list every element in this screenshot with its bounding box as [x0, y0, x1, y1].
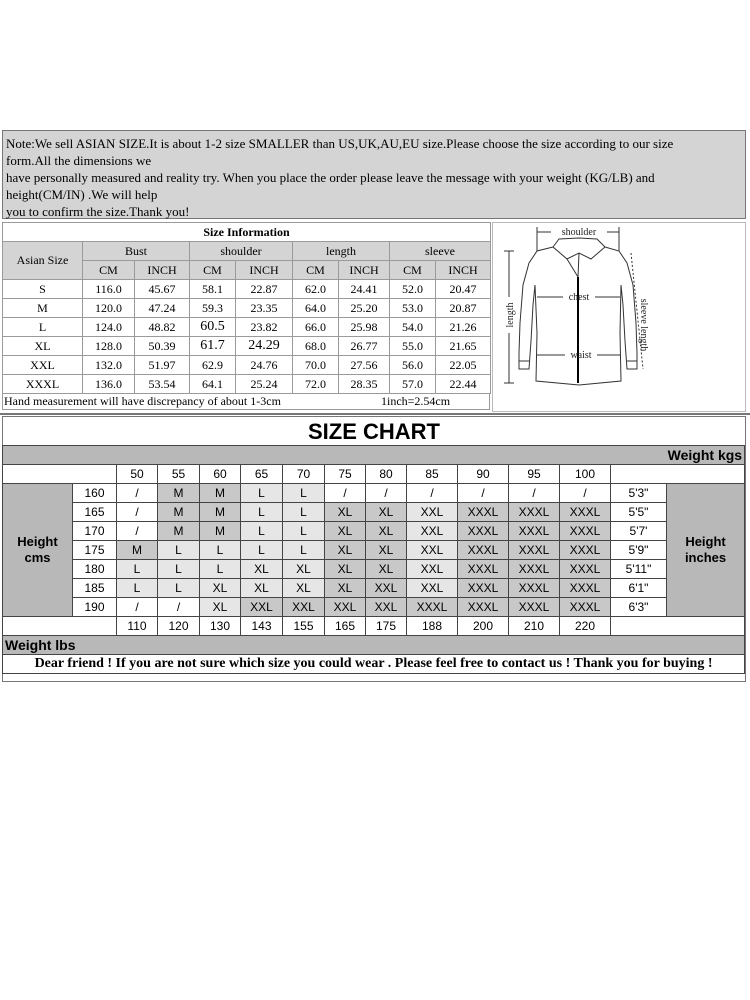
contact-message: Dear friend ! If you are not sure which size you could wear . Please feel free to contact us ! Thank you for buying !	[3, 655, 745, 674]
size-cell: L	[283, 541, 325, 560]
size-value: 68.0	[293, 337, 339, 356]
size-value: 62.0	[293, 280, 339, 299]
size-cell: L	[200, 541, 241, 560]
size-value: 21.65	[436, 337, 491, 356]
size-rows	[3, 280, 491, 394]
height-weight-body	[3, 446, 745, 674]
height-row	[3, 579, 745, 598]
size-cell: /	[117, 522, 158, 541]
size-cell: L	[283, 484, 325, 503]
size-row	[3, 337, 491, 356]
size-value: 60.5	[190, 318, 236, 337]
kg-value: 65	[241, 465, 283, 484]
size-value: 25.24	[236, 375, 293, 394]
size-cell: XXXL	[560, 503, 611, 522]
shirt-diagram	[492, 222, 746, 412]
weight-lbs-row	[3, 636, 745, 655]
size-note	[2, 130, 746, 219]
height-row	[3, 522, 745, 541]
chest-label: chest	[568, 292, 590, 303]
size-cell: XL	[200, 579, 241, 598]
size-cell: L	[158, 541, 200, 560]
size-cell: L	[117, 560, 158, 579]
kg-value: 75	[325, 465, 366, 484]
height-inch: 6'1"	[611, 579, 667, 598]
height-cm: 185	[73, 579, 117, 598]
size-cell: XXXL	[509, 579, 560, 598]
size-value: 25.20	[339, 299, 390, 318]
size-cell: /	[158, 598, 200, 617]
kg-value: 70	[283, 465, 325, 484]
size-value: 120.0	[83, 299, 135, 318]
size-information-table	[2, 222, 491, 394]
unit-header: INCH	[236, 261, 293, 280]
size-cell: M	[158, 484, 200, 503]
height-inch: 5'9"	[611, 541, 667, 560]
lb-value: 175	[366, 617, 407, 636]
size-value: 47.24	[135, 299, 190, 318]
unit-header: INCH	[135, 261, 190, 280]
note-line: Note:We sell ASIAN SIZE.It is about 1-2 size SMALLER than US,UK,AU,EU size.Please choose the size according to our size	[6, 136, 674, 151]
size-cell: XL	[241, 560, 283, 579]
size-value: 23.35	[236, 299, 293, 318]
size-cell: XXXL	[560, 541, 611, 560]
size-value: 116.0	[83, 280, 135, 299]
height-row	[3, 560, 745, 579]
lb-value: 110	[117, 617, 158, 636]
size-label: M	[3, 299, 83, 318]
size-value: 20.47	[436, 280, 491, 299]
lb-value: 200	[458, 617, 509, 636]
measurement-note-bar	[2, 393, 490, 410]
size-value: 51.97	[135, 356, 190, 375]
note-line: height(CM/IN) .We will help	[6, 187, 158, 202]
kg-values-row	[3, 465, 745, 484]
size-cell: XL	[366, 522, 407, 541]
size-value: 28.35	[339, 375, 390, 394]
size-value: 64.0	[293, 299, 339, 318]
height-inch: 5'3"	[611, 484, 667, 503]
size-cell: M	[117, 541, 158, 560]
blank-cell	[3, 465, 117, 484]
size-value: 59.3	[190, 299, 236, 318]
weight-kgs-label: Weight kgs	[3, 446, 745, 465]
size-cell: XL	[325, 560, 366, 579]
size-value: 24.41	[339, 280, 390, 299]
waist-label: waist	[570, 350, 592, 361]
size-cell: XL	[241, 579, 283, 598]
size-cell: XXXL	[509, 503, 560, 522]
size-value: 53.0	[390, 299, 436, 318]
size-value: 53.54	[135, 375, 190, 394]
size-cell: L	[158, 560, 200, 579]
size-cell: XL	[366, 503, 407, 522]
size-chart-title: SIZE CHART	[308, 419, 440, 444]
kg-value: 95	[509, 465, 560, 484]
kg-value: 90	[458, 465, 509, 484]
size-cell: XXXL	[509, 560, 560, 579]
size-cell: L	[283, 503, 325, 522]
size-cell: M	[200, 484, 241, 503]
size-cell: XL	[366, 560, 407, 579]
size-value: 50.39	[135, 337, 190, 356]
height-inch: 6'3"	[611, 598, 667, 617]
size-cell: L	[283, 522, 325, 541]
size-cell: XL	[325, 541, 366, 560]
footer-row	[3, 655, 745, 674]
size-cell: L	[158, 579, 200, 598]
lb-value: 155	[283, 617, 325, 636]
size-cell: XXL	[407, 522, 458, 541]
size-value: 48.82	[135, 318, 190, 337]
blank-cell	[611, 617, 745, 636]
size-value: 45.67	[135, 280, 190, 299]
size-cell: XXXL	[509, 522, 560, 541]
size-row	[3, 375, 491, 394]
size-cell: /	[560, 484, 611, 503]
size-value: 20.87	[436, 299, 491, 318]
size-cell: XXL	[325, 598, 366, 617]
unit-header: CM	[390, 261, 436, 280]
lb-value: 130	[200, 617, 241, 636]
lb-value: 210	[509, 617, 560, 636]
unit-header: CM	[83, 261, 135, 280]
size-cell: XL	[325, 522, 366, 541]
size-cell: XL	[325, 579, 366, 598]
size-label: XL	[3, 337, 83, 356]
size-label: XXL	[3, 356, 83, 375]
size-label: S	[3, 280, 83, 299]
height-row	[3, 598, 745, 617]
sleeve-length-label: sleeve length	[638, 298, 649, 352]
lb-value: 120	[158, 617, 200, 636]
size-cell: XXXL	[560, 598, 611, 617]
height-inch: 5'7'	[611, 522, 667, 541]
size-row	[3, 318, 491, 337]
unit-header: INCH	[436, 261, 491, 280]
height-cm: 180	[73, 560, 117, 579]
size-value: 24.29	[236, 337, 293, 356]
size-cell: XL	[283, 579, 325, 598]
unit-header: INCH	[339, 261, 390, 280]
length-header: length	[293, 242, 390, 261]
height-cm: 175	[73, 541, 117, 560]
size-row	[3, 356, 491, 375]
kg-value: 55	[158, 465, 200, 484]
measurement-note: Hand measurement will have discrepancy of about 1-3cm	[4, 394, 281, 408]
kg-value: 85	[407, 465, 458, 484]
blank-cell	[3, 617, 117, 636]
size-cell: /	[117, 503, 158, 522]
size-cell: XXXL	[458, 522, 509, 541]
height-cm: 190	[73, 598, 117, 617]
unit-header: CM	[190, 261, 236, 280]
height-inch: 5'11"	[611, 560, 667, 579]
size-row	[3, 280, 491, 299]
height-cms-label: Height cms	[3, 484, 73, 617]
size-cell: XXXL	[458, 541, 509, 560]
lbs-values-row	[3, 617, 745, 636]
inch-conversion-note: 1inch=2.54cm	[381, 394, 451, 408]
size-cell: M	[158, 522, 200, 541]
size-value: 25.98	[339, 318, 390, 337]
size-cell: XXL	[366, 598, 407, 617]
size-cell: XXXL	[560, 579, 611, 598]
bust-header: Bust	[83, 242, 190, 261]
size-cell: /	[325, 484, 366, 503]
size-cell: L	[241, 484, 283, 503]
size-cell: M	[200, 522, 241, 541]
unit-header: CM	[293, 261, 339, 280]
size-cell: XL	[325, 503, 366, 522]
lb-value: 220	[560, 617, 611, 636]
kg-value: 100	[560, 465, 611, 484]
size-cell: L	[241, 541, 283, 560]
kg-value: 60	[200, 465, 241, 484]
size-cell: L	[200, 560, 241, 579]
size-cell: XXL	[241, 598, 283, 617]
length-label: length	[505, 302, 516, 328]
size-value: 21.26	[436, 318, 491, 337]
size-value: 22.87	[236, 280, 293, 299]
size-value: 70.0	[293, 356, 339, 375]
size-value: 24.76	[236, 356, 293, 375]
size-value: 27.56	[339, 356, 390, 375]
size-cell: /	[366, 484, 407, 503]
size-value: 22.44	[436, 375, 491, 394]
lb-value: 165	[325, 617, 366, 636]
size-label: XXXL	[3, 375, 83, 394]
size-cell: /	[117, 484, 158, 503]
section-divider	[0, 413, 750, 415]
height-row	[3, 484, 745, 503]
size-cell: L	[241, 522, 283, 541]
size-cell: XXL	[407, 560, 458, 579]
size-value: 23.82	[236, 318, 293, 337]
size-cell: XXXL	[458, 579, 509, 598]
asian-size-header: Asian Size	[3, 242, 83, 280]
shoulder-label: shoulder	[561, 227, 597, 238]
size-value: 26.77	[339, 337, 390, 356]
size-value: 62.9	[190, 356, 236, 375]
size-value: 72.0	[293, 375, 339, 394]
shoulder-header: shoulder	[190, 242, 293, 261]
size-value: 66.0	[293, 318, 339, 337]
lb-value: 188	[407, 617, 458, 636]
size-cell: L	[117, 579, 158, 598]
note-line: form.All the dimensions we	[6, 153, 152, 168]
size-cell: XXXL	[509, 541, 560, 560]
height-row	[3, 541, 745, 560]
size-cell: /	[458, 484, 509, 503]
size-value: 128.0	[83, 337, 135, 356]
size-cell: XXXL	[560, 560, 611, 579]
size-cell: XL	[200, 598, 241, 617]
size-value: 58.1	[190, 280, 236, 299]
size-cell: M	[200, 503, 241, 522]
height-row	[3, 503, 745, 522]
size-information-title: Size Information	[3, 223, 491, 242]
height-inch: 5'5"	[611, 503, 667, 522]
size-value: 56.0	[390, 356, 436, 375]
height-cm: 170	[73, 522, 117, 541]
height-inches-label: Height inches	[667, 484, 745, 617]
blank-cell	[611, 465, 745, 484]
size-row	[3, 299, 491, 318]
kg-value: 80	[366, 465, 407, 484]
size-cell: XXL	[407, 503, 458, 522]
size-cell: M	[158, 503, 200, 522]
size-cell: /	[407, 484, 458, 503]
height-weight-table	[2, 445, 745, 674]
size-value: 124.0	[83, 318, 135, 337]
size-cell: XL	[366, 541, 407, 560]
size-cell: XXXL	[509, 598, 560, 617]
size-cell: XXXL	[560, 522, 611, 541]
size-cell: XXXL	[458, 560, 509, 579]
weight-kgs-row	[3, 446, 745, 465]
sleeve-header: sleeve	[390, 242, 491, 261]
size-cell: XXL	[407, 541, 458, 560]
size-value: 52.0	[390, 280, 436, 299]
kg-value: 50	[117, 465, 158, 484]
size-value: 22.05	[436, 356, 491, 375]
size-value: 57.0	[390, 375, 436, 394]
height-cm: 160	[73, 484, 117, 503]
size-cell: XXL	[366, 579, 407, 598]
size-cell: L	[241, 503, 283, 522]
lb-value: 143	[241, 617, 283, 636]
size-value: 61.7	[190, 337, 236, 356]
weight-lbs-label: Weight lbs	[3, 636, 745, 655]
size-value: 55.0	[390, 337, 436, 356]
size-cell: /	[509, 484, 560, 503]
size-cell: /	[117, 598, 158, 617]
height-cm: 165	[73, 503, 117, 522]
size-label: L	[3, 318, 83, 337]
note-line: you to confirm the size.Thank you!	[6, 204, 190, 219]
size-cell: XXXL	[458, 503, 509, 522]
size-cell: XXXL	[407, 598, 458, 617]
size-cell: XXL	[283, 598, 325, 617]
size-value: 132.0	[83, 356, 135, 375]
size-cell: XL	[283, 560, 325, 579]
size-value: 136.0	[83, 375, 135, 394]
size-value: 54.0	[390, 318, 436, 337]
size-value: 64.1	[190, 375, 236, 394]
note-line: have personally measured and reality try. When you place the order please leave the message with your weight (KG/LB) and	[6, 170, 655, 185]
shirt-diagram-drawing	[493, 223, 745, 411]
size-cell: XXL	[407, 579, 458, 598]
size-cell: XXXL	[458, 598, 509, 617]
